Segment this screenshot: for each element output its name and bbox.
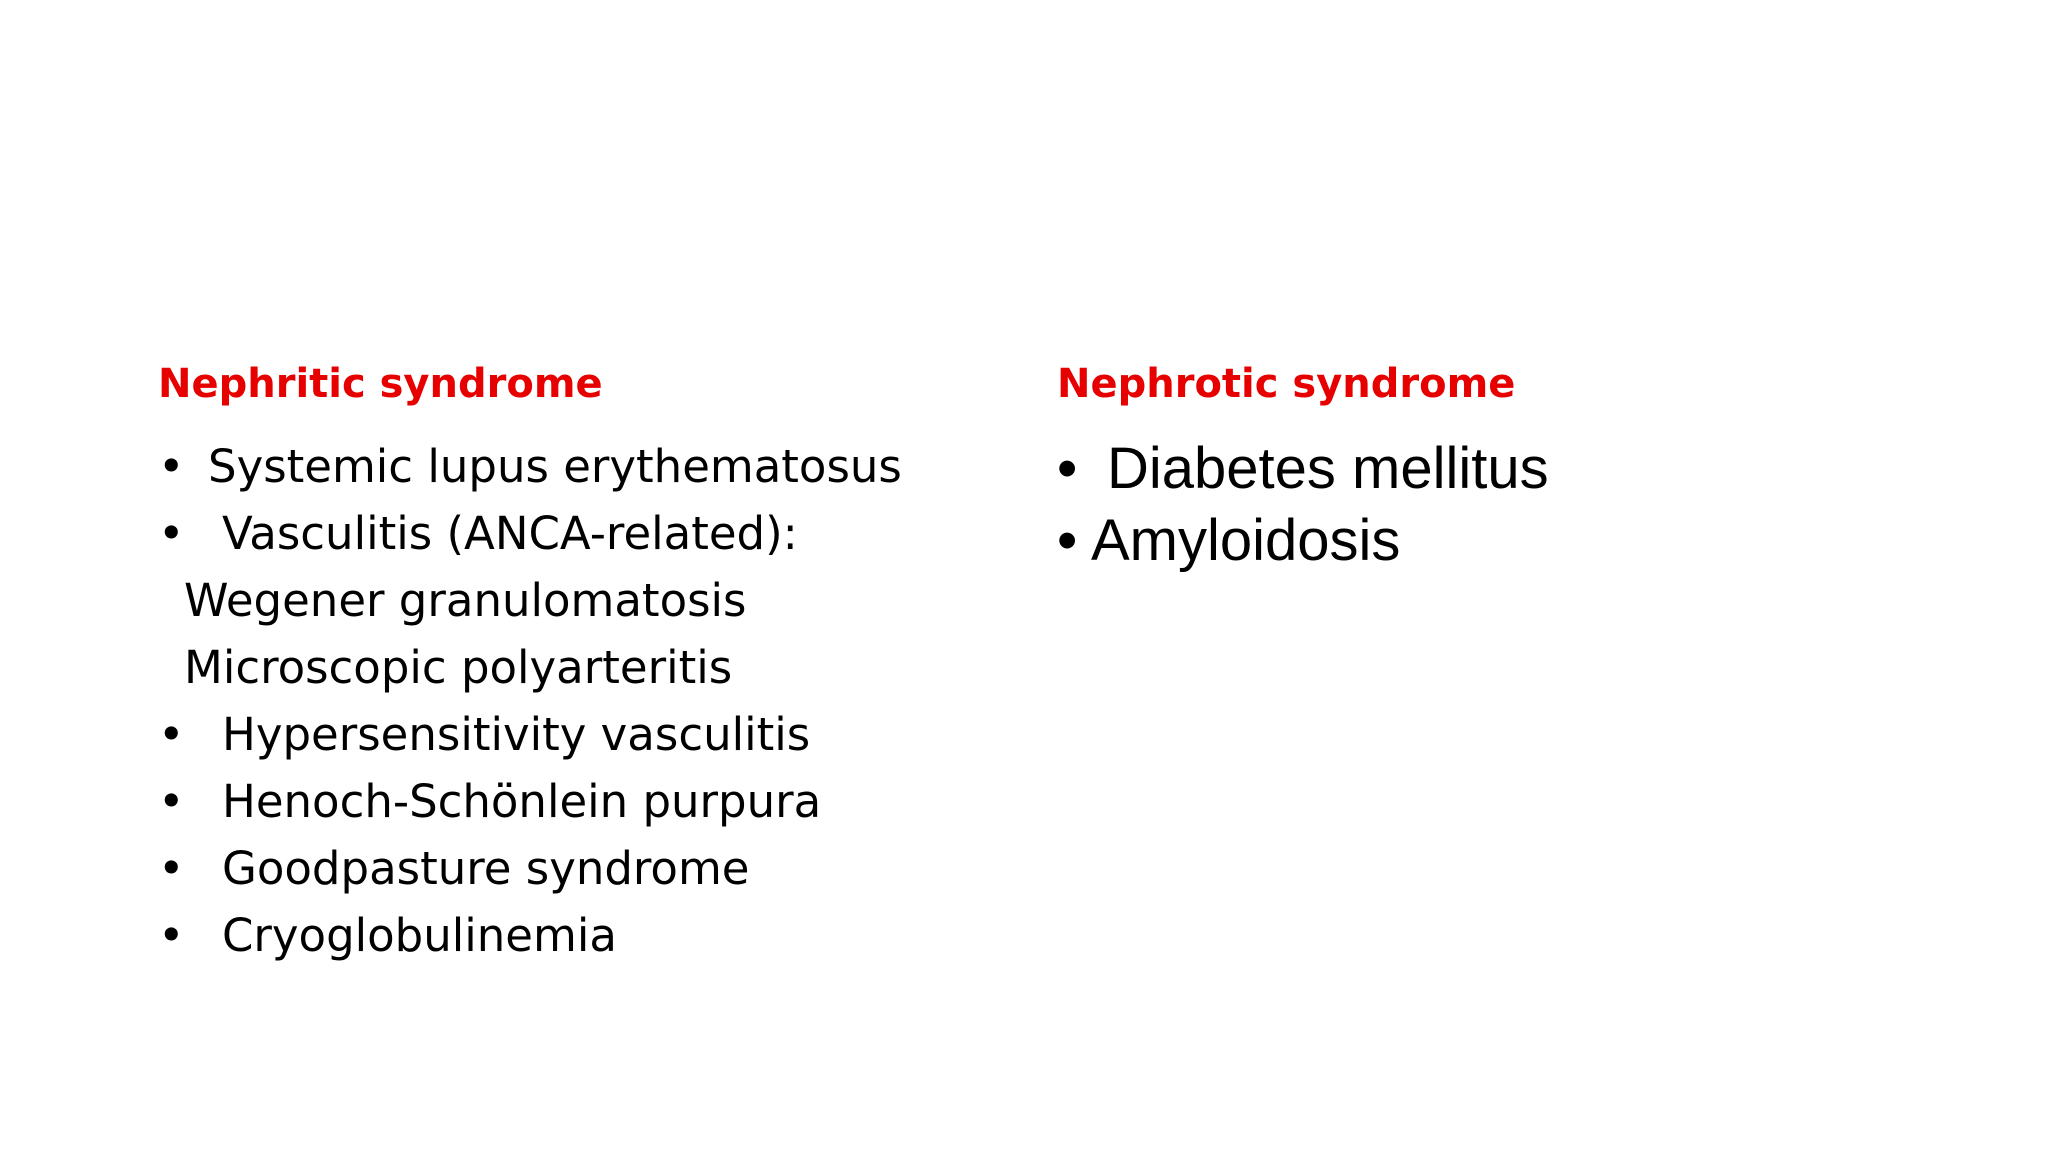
list-item-text: Diabetes mellitus	[1107, 436, 1549, 501]
list-item	[158, 437, 1058, 504]
bullet-icon: •	[1057, 508, 1078, 573]
list-item-text: Systemic lupus erythematosus	[208, 440, 902, 493]
bullet-icon: •	[158, 842, 185, 895]
list-subitem-text: Microscopic polyarteritis	[184, 641, 733, 694]
list-item-text: Goodpasture syndrome	[222, 842, 750, 895]
list-item	[158, 772, 1058, 839]
nephrotic-heading: Nephrotic syndrome	[1057, 361, 1516, 407]
bullet-icon: •	[158, 909, 185, 962]
nephritic-heading: Nephritic syndrome	[158, 361, 603, 407]
list-item-text: Amyloidosis	[1091, 508, 1401, 573]
list-item	[158, 504, 1058, 571]
bullet-icon: •	[158, 440, 185, 493]
list-item	[158, 839, 1058, 906]
list-item-text: Cryoglobulinemia	[222, 909, 617, 962]
list-item-text: Hypersensitivity vasculitis	[222, 708, 811, 761]
bullet-icon: •	[158, 775, 185, 828]
list-subitem	[158, 571, 1058, 638]
list-subitem	[158, 638, 1058, 705]
list-item-text: Henoch-Schönlein purpura	[222, 775, 822, 828]
list-item-text: Vasculitis (ANCA-related):	[222, 507, 798, 560]
bullet-icon: •	[158, 507, 185, 560]
list-item	[1057, 435, 1957, 507]
list-item	[158, 906, 1058, 973]
nephritic-list	[158, 437, 1058, 973]
bullet-icon: •	[158, 708, 185, 761]
list-item	[158, 705, 1058, 772]
list-item	[1057, 507, 1957, 579]
list-subitem-text: Wegener granulomatosis	[184, 574, 747, 627]
nephrotic-list	[1057, 435, 1957, 579]
bullet-icon: •	[1057, 436, 1078, 501]
